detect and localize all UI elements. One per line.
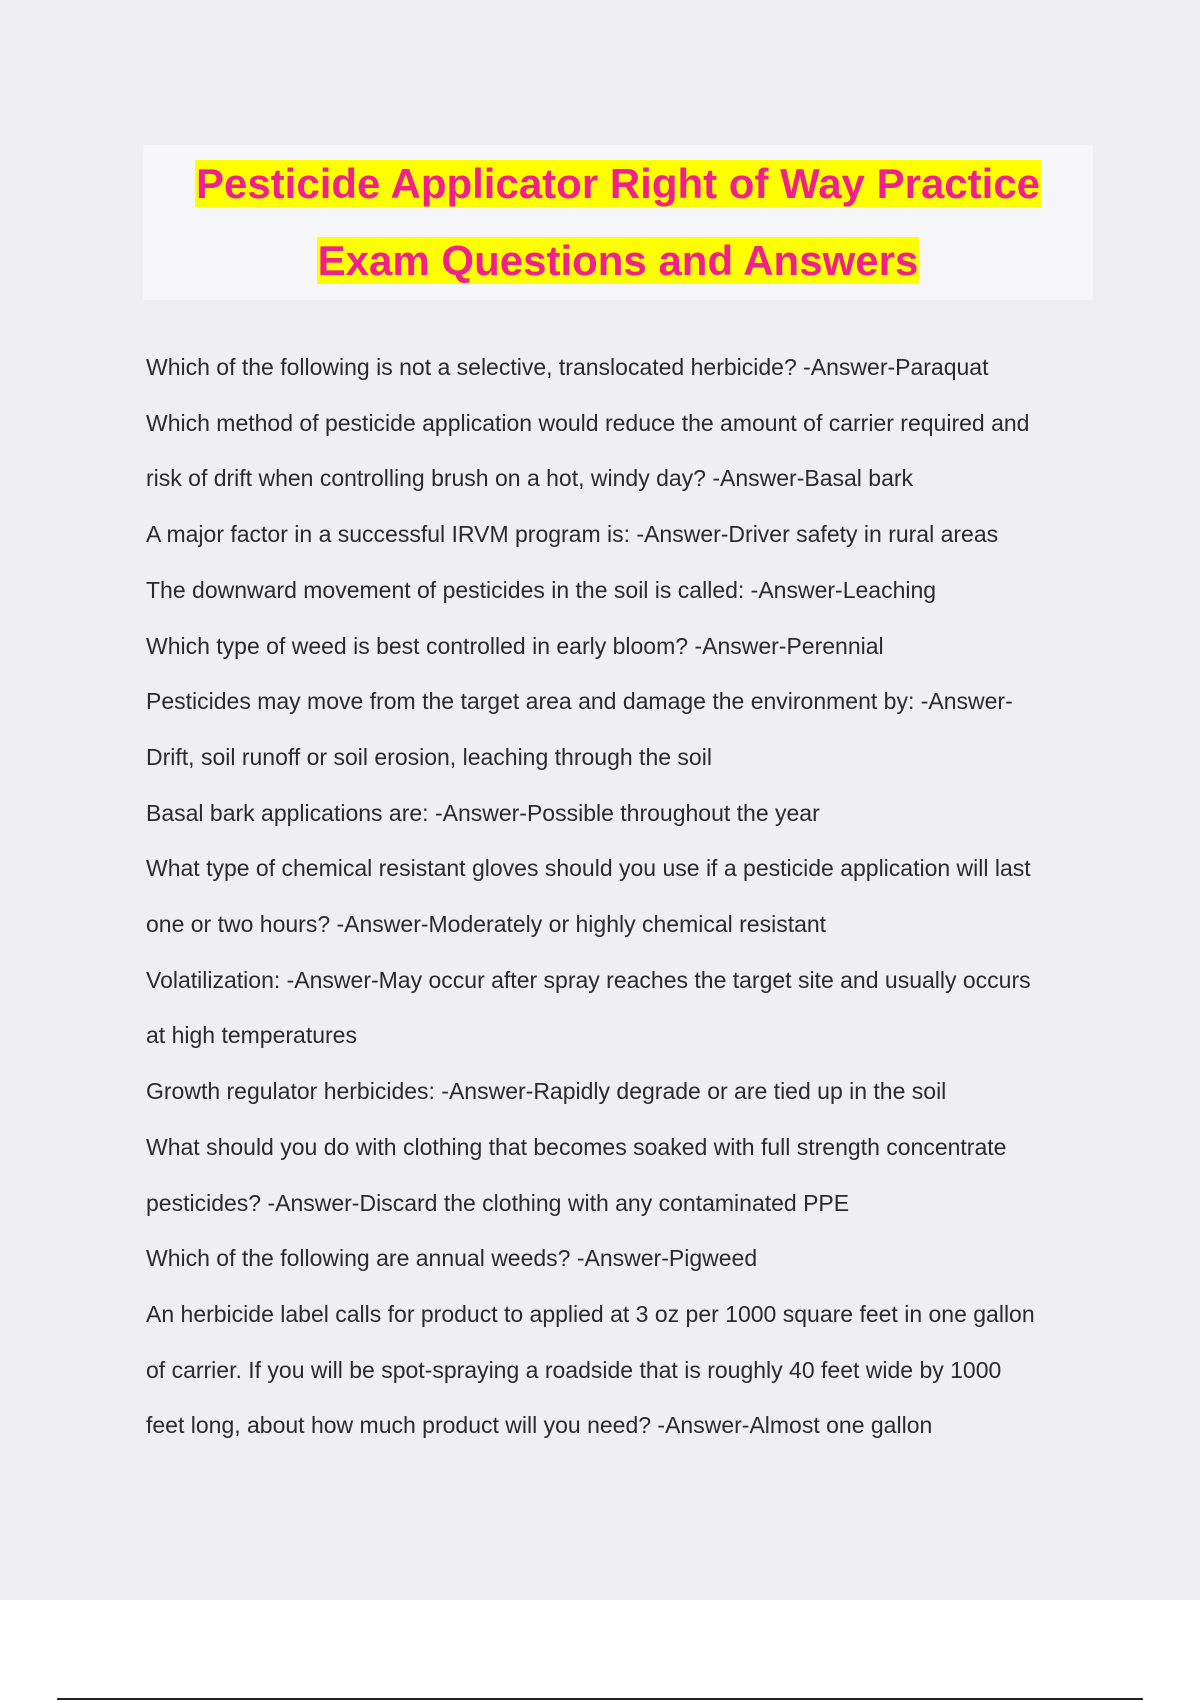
text-line: A major factor in a successful IRVM program is: -Answer-Driver safety in rural areas	[146, 521, 999, 548]
text-line: Which of the following are annual weeds? -Answer-Pigweed	[146, 1245, 758, 1272]
title-line-1	[143, 145, 1093, 222]
text-line: The downward movement of pesticides in the soil is called: -Answer-Leaching	[146, 576, 937, 603]
text-line: Which type of weed is best controlled in early bloom? -Answer-Perennial	[146, 632, 884, 659]
title-line-2	[143, 222, 1093, 299]
qa-content	[146, 340, 1096, 1454]
text-line: An herbicide label calls for product to applied at 3 oz per 1000 square feet in one gallon	[146, 1300, 1035, 1327]
title-text-2: Exam Questions and Answers	[317, 237, 919, 284]
text-line: at high temperatures	[146, 1022, 357, 1049]
text-line: Growth regulator herbicides: -Answer-Rapidly degrade or are tied up in the soil	[146, 1078, 947, 1105]
text-line: feet long, about how much product will you need? -Answer-Almost one gallon	[146, 1412, 933, 1439]
text-line: pesticides? -Answer-Discard the clothing with any contaminated PPE	[146, 1189, 850, 1216]
text-line: one or two hours? -Answer-Moderately or highly chemical resistant	[146, 911, 827, 938]
title-block	[143, 145, 1093, 300]
text-line: Volatilization: -Answer-May occur after spray reaches the target site and usually occurs	[146, 966, 1031, 993]
text-line: Which method of pesticide application would reduce the amount of carrier required and	[146, 409, 1030, 436]
text-line: of carrier. If you will be spot-spraying a roadside that is roughly 40 feet wide by 1000	[146, 1356, 1002, 1383]
text-line: What type of chemical resistant gloves should you use if a pesticide application will last	[146, 855, 1031, 882]
text-line: Drift, soil runoff or soil erosion, leaching through the soil	[146, 743, 712, 770]
title-text-1: Pesticide Applicator Right of Way Practice	[195, 160, 1041, 207]
text-line: risk of drift when controlling brush on a hot, windy day? -Answer-Basal bark	[146, 465, 914, 492]
text-line: Basal bark applications are: -Answer-Possible throughout the year	[146, 799, 820, 826]
text-line: Which of the following is not a selective, translocated herbicide? -Answer-Paraquat	[146, 354, 989, 380]
text-line: What should you do with clothing that becomes soaked with full strength concentrate	[146, 1133, 1007, 1160]
text-line: Pesticides may move from the target area and damage the environment by: -Answer-	[146, 688, 1013, 715]
